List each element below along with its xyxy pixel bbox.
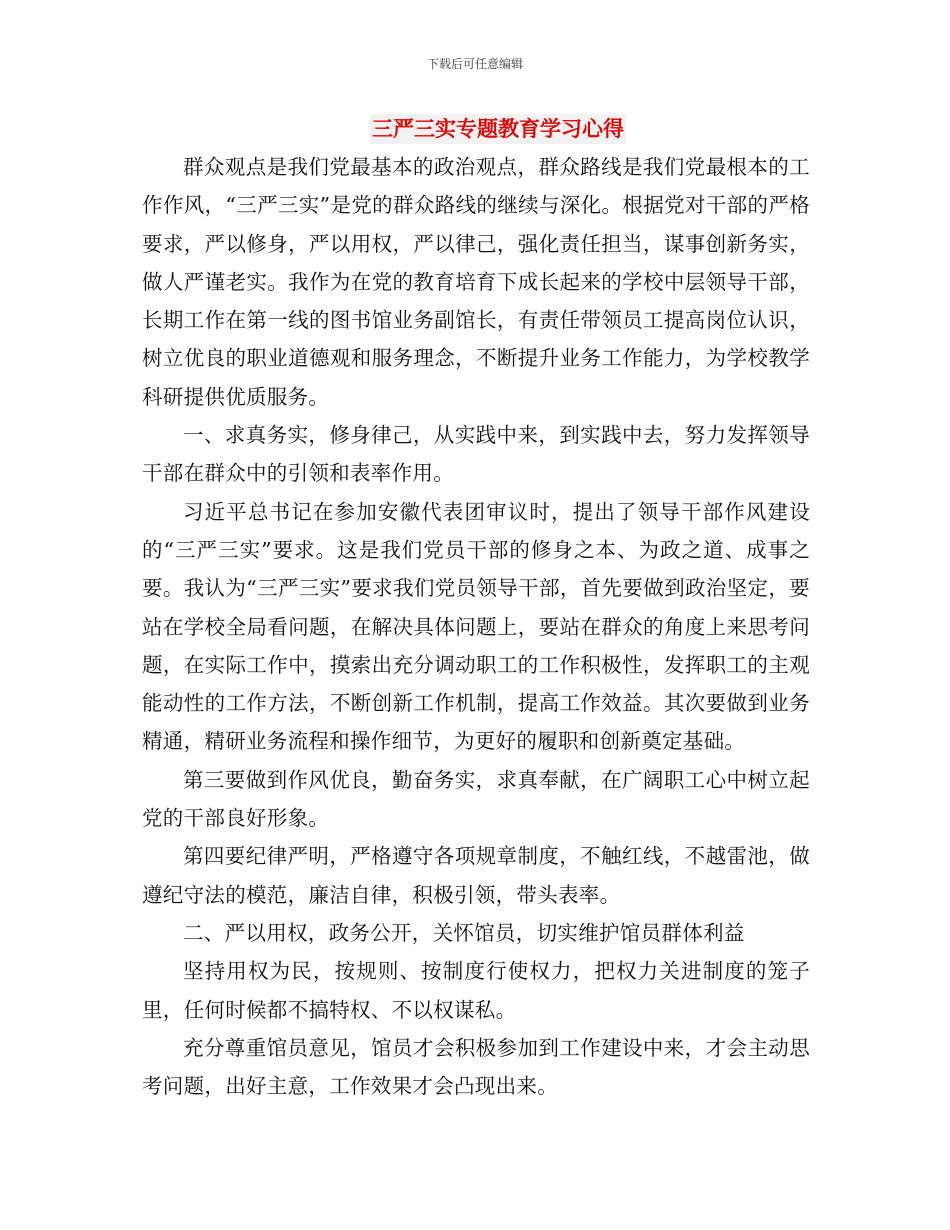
title-container <box>0 114 950 144</box>
paragraph-third-point: 第三要做到作风优良，勤奋务实，求真奉献，在广阔职工心中树立起党的干部良好形象。 <box>142 767 810 831</box>
paragraph-xi-requirement: 习近平总书记在参加安徽代表团审议时，提出了领导干部作风建设的“三严三实”要求。这是我们党员干部的修身之本、为政之道、成事之要。我认为“三严三实”要求我们党员领导干部，首先要做到政治坚定，要站在学校全局看问题，在解决具体问题上，要站在群众的角度上来思考问题，在实际工作中，摸索出充分调动职工的工作积极性，发挥职工的主观能动性的工作方法，不断创新工作机制，提高工作效益。其次要做到业务精通，精研业务流程和操作细节，为更好的履职和创新奠定基础。 <box>142 499 810 754</box>
document-title: 三严三实专题教育学习心得 <box>370 114 626 144</box>
paragraph-respect-staff: 充分尊重馆员意见，馆员才会积极参加到工作建设中来，才会主动思考问题，出好主意，工作效果才会凸现出来。 <box>142 1035 810 1099</box>
paragraph-section-one-heading: 一、求真务实，修身律己，从实践中来，到实践中去，努力发挥领导干部在群众中的引领和表率作用。 <box>142 423 810 486</box>
header-note: 下载后可任意编辑 <box>426 57 523 71</box>
document-body <box>142 148 810 1105</box>
paragraph-power-for-people: 坚持用权为民，按规则、按制度行使权力，把权力关进制度的笼子里，任何时候都不搞特权、不以权谋私。 <box>142 959 810 1022</box>
paragraph-fourth-point: 第四要纪律严明，严格遵守各项规章制度，不触红线，不越雷池，做遵纪守法的模范，廉洁自律，积极引领，带头表率。 <box>142 844 810 907</box>
paragraph-section-two-heading: 二、严以用权，政务公开，关怀馆员，切实维护馆员群体利益 <box>183 920 745 945</box>
paragraph-intro: 群众观点是我们党最基本的政治观点，群众路线是我们党最根本的工作作风，“三严三实”是党的群众路线的继续与深化。根据党对干部的严格要求，严以修身，严以用权，严以律己，强化责任担当，谋事创新务实，做人严谨老实。我作为在党的教育培育下成长起来的学校中层领导干部，长期工作在第一线的图书馆业务副馆长，有责任带领员工提高岗位认识，树立优良的职业道德观和服务理念，不断提升业务工作能力，为学校教学科研提供优质服务。 <box>142 155 810 409</box>
